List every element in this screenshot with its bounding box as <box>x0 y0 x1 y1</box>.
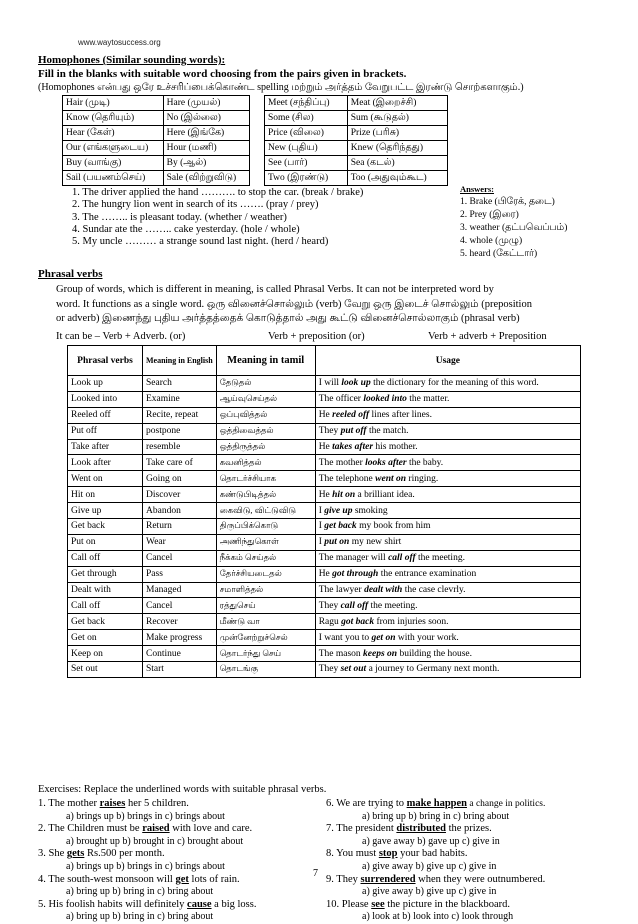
meaning-english-cell: Managed <box>143 582 217 598</box>
usage-phrasal-verb: went on <box>375 473 407 484</box>
homophones-instruction: Fill in the blanks with suitable word choosing from the pairs given in brackets. <box>38 68 407 80</box>
col-usage: Usage <box>315 346 580 376</box>
phrasal-verb-cell: Get through <box>68 566 143 582</box>
exercise-text: 1. The mother <box>38 798 100 809</box>
homophone-word: Hour (மணி) <box>163 141 249 156</box>
usage-phrasal-verb: got through <box>332 569 379 580</box>
usage-text: The telephone <box>318 473 376 484</box>
usage-phrasal-verb: keeps on <box>363 648 398 659</box>
phrasal-verb-cell: Get on <box>68 630 143 646</box>
usage-phrasal-verb: put off <box>340 426 367 437</box>
meaning-english-cell: Take care of <box>143 455 217 471</box>
usage-phrasal-verb: hit on <box>332 489 356 500</box>
col-meaning-tamil: Meaning in tamil <box>216 346 315 376</box>
phrasal-verb-cell: Keep on <box>68 646 143 662</box>
question-item: 4. Sundar ate the …….. cake yesterday. (hole / whole) <box>72 223 300 235</box>
exercise-options: a) look at b) look into c) look through <box>362 911 514 923</box>
table-row <box>68 439 581 455</box>
exercise-options: a) give away b) give up c) give in <box>362 860 497 872</box>
usage-phrasal-verb: got back <box>341 616 375 627</box>
table-row <box>68 550 581 566</box>
table-row <box>68 407 581 423</box>
meaning-tamil-cell: தேடுதல் <box>216 376 315 392</box>
meaning-tamil-cell: ஆய்வுசெய்தல் <box>216 391 315 407</box>
usage-cell <box>315 407 580 423</box>
site-url: www.waytosuccess.org <box>78 38 161 47</box>
usage-text: building the house. <box>397 648 473 659</box>
usage-phrasal-verb: reeled off <box>332 410 370 421</box>
usage-phrasal-verb: takes after <box>332 442 374 452</box>
exercise-underlined-word: see <box>371 898 385 910</box>
usage-phrasal-verb: get back <box>324 521 357 532</box>
meaning-english-cell: Abandon <box>143 503 217 519</box>
usage-cell <box>315 503 580 519</box>
meaning-english-cell: Pass <box>143 566 217 582</box>
usage-text: He <box>318 489 333 500</box>
homophones-questions <box>72 187 363 248</box>
phrasal-verb-cell: Look up <box>68 376 143 392</box>
question-item: 5. My uncle ……… a strange sound last night. (herd / heard) <box>72 236 329 248</box>
exercise-text: a big loss. <box>211 898 257 910</box>
meaning-english-cell: Continue <box>143 646 217 662</box>
answer-item: 2. Prey (இரை) <box>460 210 519 220</box>
homophone-row <box>63 96 250 111</box>
table-row <box>68 598 581 614</box>
homophone-word: New (புதிய) <box>265 141 348 156</box>
homophone-row <box>265 156 448 171</box>
usage-cell <box>315 630 580 646</box>
homophones-note: (Homophones என்பது ஒரே உச்சரிப்பைக்கொண்ட spelling மற்றும் அர்த்தம் வேறுபட்ட இரண்டு சொற்களாகும்.) <box>38 82 524 93</box>
homophone-word: Meat (இறைச்சி) <box>347 96 447 111</box>
exercise-options: a) bring up b) bring in c) bring about <box>66 886 214 898</box>
table-row <box>68 646 581 662</box>
table-row <box>68 487 581 503</box>
usage-cell <box>315 598 580 614</box>
homophone-word: Too (அதுவும்கூட) <box>347 171 447 186</box>
table-row <box>68 566 581 582</box>
meaning-english-cell: Examine <box>143 391 217 407</box>
exercise-text: with love and care. <box>169 823 253 835</box>
meaning-english-cell: Make progress <box>143 630 217 646</box>
usage-text: They <box>318 600 341 611</box>
phrasal-verb-cell: Looked into <box>68 391 143 407</box>
homophone-word: Price (விலை) <box>265 126 348 141</box>
usage-text: I will <box>318 378 342 389</box>
usage-cell <box>315 534 580 550</box>
exercise-underlined-word: raises <box>99 798 126 809</box>
usage-cell <box>315 391 580 407</box>
homophones-table-right <box>264 95 448 186</box>
phrasal-verb-cell: Set out <box>68 662 143 678</box>
homophone-row <box>63 111 250 126</box>
usage-cell <box>315 487 580 503</box>
answer-item: 5. heard (கேட்டார்) <box>460 249 538 259</box>
phrasal-para-2: word. It functions as a single word. ஒரு வினைச்சொல்லும் (verb) வேறு ஒரு இடைச் சொல்லும் (preposition <box>56 298 532 310</box>
usage-text: a journey to Germany next month. <box>366 664 500 675</box>
homophones-title: Homophones (Similar sounding words): <box>38 54 226 66</box>
meaning-tamil-cell: தொடங்கு <box>216 662 315 678</box>
meaning-tamil-cell: கைவிடு, விட்டுவிடு <box>216 503 315 519</box>
exercise-underlined-word: stop <box>378 848 398 860</box>
exercise-options: a) give away b) give up c) give in <box>362 886 497 898</box>
meaning-english-cell: Going on <box>143 471 217 487</box>
table-row <box>68 614 581 630</box>
usage-text: my book from him <box>356 521 431 532</box>
exercise-question <box>38 798 256 811</box>
homophone-row <box>265 126 448 141</box>
exercise-text: 2. The Children must be <box>38 823 143 835</box>
formula-3: Verb + adverb + Preposition <box>428 331 547 342</box>
table-row <box>68 471 581 487</box>
usage-text: the match. <box>366 426 409 437</box>
table-row <box>68 662 581 678</box>
usage-text: I <box>318 537 325 548</box>
formula-2: Verb + preposition (or) <box>268 331 365 342</box>
phrasal-verb-cell: Take after <box>68 439 143 455</box>
usage-phrasal-verb: looked into <box>363 394 407 405</box>
exercises-left-column <box>38 798 256 924</box>
homophone-row <box>63 156 250 171</box>
usage-cell <box>315 550 580 566</box>
phrasal-verb-cell: Get back <box>68 519 143 535</box>
table-row <box>68 582 581 598</box>
table-row <box>68 503 581 519</box>
page-number: 7 <box>313 868 318 879</box>
usage-cell <box>315 471 580 487</box>
usage-phrasal-verb: call off <box>388 553 416 564</box>
answer-item: 1. Brake (பிரேக், தடை) <box>460 197 555 207</box>
exercise-underlined-word: get <box>175 873 189 885</box>
phrasal-verb-cell: Call off <box>68 598 143 614</box>
answers-list <box>460 196 567 261</box>
exercise-question <box>326 798 545 811</box>
usage-text: ringing. <box>406 473 439 484</box>
homophone-word: Some (சில) <box>265 111 348 126</box>
exercise-text: 10. Please <box>326 898 372 910</box>
meaning-english-cell: Recover <box>143 614 217 630</box>
exercise-underlined-word: gets <box>66 848 85 860</box>
usage-text: the meeting. <box>415 553 465 564</box>
meaning-tamil-cell: அணிந்துகொள் <box>216 534 315 550</box>
exercise-text: the prizes. <box>445 823 492 835</box>
phrasal-verb-cell: Dealt with <box>68 582 143 598</box>
exercise-text: 6. We are trying to <box>326 798 407 809</box>
exercise-question <box>38 848 256 861</box>
homophone-word: Sale (விற்றுவிடு) <box>163 171 249 186</box>
homophones-table-left <box>62 95 250 186</box>
homophone-row <box>265 171 448 186</box>
homophone-row <box>265 141 448 156</box>
meaning-tamil-cell: மீண்டு வா <box>216 614 315 630</box>
phrasal-para-3: or adverb) இணைந்து புதிய அர்த்தத்தைக் கொடுத்தால் அது கூட்டு வினைச்சொல்லாகும் (phrasal verb) <box>56 313 520 324</box>
table-row <box>68 630 581 646</box>
usage-cell <box>315 423 580 439</box>
phrasal-verb-cell: Put off <box>68 423 143 439</box>
col-phrasal-verbs: Phrasal verbs <box>68 346 143 376</box>
meaning-tamil-cell: தொடர்ச்சியாக <box>216 471 315 487</box>
homophone-word: Two (இரண்டு) <box>265 171 348 186</box>
usage-text: his mother. <box>373 442 418 452</box>
usage-text: Ragu <box>318 616 342 627</box>
usage-cell <box>315 376 580 392</box>
exercise-question <box>38 823 256 836</box>
exercise-options: a) brings up b) brings in c) brings about <box>66 810 225 822</box>
homophone-word: Our (எங்களுடைய) <box>63 141 164 156</box>
homophone-word: Knew (தெரிந்தது) <box>347 141 447 156</box>
usage-text: lines after lines. <box>369 410 432 421</box>
meaning-tamil-cell: ஒத்திருத்தல் <box>216 439 315 455</box>
question-item: 3. The …….. is pleasant today. (whether / weather) <box>72 211 287 223</box>
meaning-tamil-cell: நீக்கம் செய்தல் <box>216 550 315 566</box>
meaning-tamil-cell: திருப்பிக்கொடு <box>216 519 315 535</box>
usage-cell <box>315 566 580 582</box>
table-row <box>68 376 581 392</box>
meaning-tamil-cell: கண்டுபிடித்தல் <box>216 487 315 503</box>
usage-cell <box>315 439 580 455</box>
usage-text: the baby. <box>406 457 444 468</box>
exercise-underlined-word: make happen <box>406 798 467 809</box>
usage-text: the meeting. <box>368 600 418 611</box>
meaning-english-cell: Cancel <box>143 550 217 566</box>
usage-text: The manager will <box>318 553 389 564</box>
meaning-tamil-cell: தொடர்ந்து செய் <box>216 646 315 662</box>
usage-text: The mother <box>318 457 366 468</box>
question-item: 1. The driver applied the hand ………. to stop the car. (break / brake) <box>72 187 364 198</box>
usage-text: He <box>318 442 333 452</box>
exercise-text: Rs.500 per month. <box>84 848 165 860</box>
meaning-english-cell: resemble <box>143 439 217 455</box>
exercise-options: a) bring up b) bring in c) bring about <box>362 810 510 822</box>
exercise-text: 8. You must <box>326 848 379 860</box>
exercise-text: 4. The south-west monsoon will <box>38 873 176 885</box>
meaning-tamil-cell: ரத்துசெய் <box>216 598 315 614</box>
homophone-word: Hare (முயல்) <box>163 96 249 111</box>
answer-item: 3. weather (தட்பவெப்பம்) <box>460 223 568 233</box>
phrasal-verb-cell: Went on <box>68 471 143 487</box>
usage-text: They <box>318 426 341 437</box>
usage-text: the case clevrly. <box>402 585 466 596</box>
table-row <box>68 391 581 407</box>
exercise-text: 7. The president <box>326 823 397 835</box>
homophone-word: Meet (சந்திப்பு) <box>265 96 348 111</box>
usage-text: smoking <box>352 505 388 516</box>
usage-text: The mason <box>318 648 364 659</box>
usage-text: the entrance examination <box>378 569 477 580</box>
exercise-options: a) brought up b) brought in c) brought about <box>66 835 244 847</box>
usage-phrasal-verb: looks after <box>365 457 407 468</box>
usage-text: a brilliant idea. <box>355 489 415 500</box>
homophone-word: Hear (கேள்) <box>63 126 164 141</box>
col-meaning-english: Meaning in English <box>143 346 217 376</box>
meaning-tamil-cell: கவனித்தல் <box>216 455 315 471</box>
usage-text: He <box>318 410 333 421</box>
usage-text: The lawyer <box>318 585 365 596</box>
homophone-word: Sum (கூடுதல்) <box>347 111 447 126</box>
phrasal-verb-cell: Put on <box>68 534 143 550</box>
usage-phrasal-verb: set out <box>340 664 367 675</box>
meaning-tamil-cell: முன்னேற்றுச்செல் <box>216 630 315 646</box>
phrasal-verbs-table <box>67 345 581 678</box>
exercise-text: the picture in the blackboard. <box>384 898 510 910</box>
usage-text: my new shirt <box>349 537 402 548</box>
homophone-word: Sea (கடல்) <box>347 156 447 171</box>
homophone-row <box>265 111 448 126</box>
usage-phrasal-verb: call off <box>340 600 369 611</box>
usage-phrasal-verb: give up <box>324 505 353 516</box>
exercise-options: a) bring up b) bring in c) bring about <box>66 911 214 923</box>
usage-cell <box>315 646 580 662</box>
usage-cell <box>315 614 580 630</box>
usage-text: He <box>318 569 333 580</box>
usage-cell <box>315 455 580 471</box>
table-row <box>68 519 581 535</box>
exercise-text: when they were outnumbered. <box>415 873 546 885</box>
exercise-options: a) gave away b) gave up c) give in <box>362 835 500 847</box>
usage-phrasal-verb: dealt with <box>364 585 403 596</box>
meaning-english-cell: Cancel <box>143 598 217 614</box>
usage-cell <box>315 519 580 535</box>
meaning-english-cell: Recite, repeat <box>143 407 217 423</box>
homophone-word: Hair (முடி) <box>63 96 164 111</box>
meaning-tamil-cell: தேர்ச்சியடைதல் <box>216 566 315 582</box>
meaning-english-cell: Return <box>143 519 217 535</box>
meaning-tamil-cell: ஒப்புவித்தல் <box>216 407 315 423</box>
exercise-text: 5. His foolish habits will definitely <box>38 898 188 910</box>
homophone-word: Know (தெரியும்) <box>63 111 164 126</box>
table-row <box>68 455 581 471</box>
phrasal-definition <box>56 283 532 327</box>
homophone-word: Buy (வாங்கு) <box>63 156 164 171</box>
meaning-tamil-cell: சமாளித்தல் <box>216 582 315 598</box>
exercise-text: 3. She <box>38 848 67 860</box>
homophone-word: No (இல்லை) <box>163 111 249 126</box>
usage-text: the dictionary for the meaning of this word. <box>370 378 539 389</box>
exercise-question <box>326 823 545 836</box>
usage-text: I want you to <box>318 632 372 643</box>
exercise-underlined-word: cause <box>187 898 212 910</box>
usage-text: I <box>318 505 325 516</box>
meaning-tamil-cell: ஒத்திவைத்தல் <box>216 423 315 439</box>
usage-text: The officer <box>318 394 364 405</box>
homophone-row <box>63 126 250 141</box>
homophone-word: Sail (பயணம்செய்) <box>63 171 164 186</box>
homophone-word: Prize (பரிசு) <box>347 126 447 141</box>
usage-cell <box>315 662 580 678</box>
exercise-text: her 5 children. <box>125 798 189 809</box>
usage-text: from injuries soon. <box>374 616 449 627</box>
meaning-english-cell: Start <box>143 662 217 678</box>
exercise-underlined-word: distributed <box>396 823 446 835</box>
phrasal-verb-cell: Call off <box>68 550 143 566</box>
formula-1: It can be – Verb + Adverb. (or) <box>56 331 186 342</box>
answers-title: Answers: <box>460 184 494 194</box>
exercise-question <box>326 848 545 861</box>
usage-text: the matter. <box>406 394 450 405</box>
phrasal-para-1: Group of words, which is different in meaning, is called Phrasal Verbs. It can not be interpreted word by <box>56 284 494 295</box>
exercise-text: lots of rain. <box>188 873 240 885</box>
table-row <box>68 534 581 550</box>
phrasal-verb-cell: Give up <box>68 503 143 519</box>
phrasal-verb-cell: Reeled off <box>68 407 143 423</box>
exercise-question <box>38 899 256 912</box>
exercises-title: Exercises: Replace the underlined words with suitable phrasal verbs. <box>38 784 327 795</box>
exercise-underlined-word: surrendered <box>360 873 416 885</box>
meaning-english-cell: postpone <box>143 423 217 439</box>
homophone-word: Here (இங்கே) <box>163 126 249 141</box>
homophone-word: See (பார்) <box>265 156 348 171</box>
answer-item: 4. whole (முழு) <box>460 236 523 246</box>
exercise-question <box>38 874 256 887</box>
homophone-row <box>63 171 250 186</box>
exercise-text: a change in politics. <box>467 799 546 809</box>
table-row <box>68 423 581 439</box>
exercise-question <box>326 899 545 912</box>
question-item: 2. The hungry lion went in search of its ……. (pray / prey) <box>72 199 319 211</box>
meaning-english-cell: Discover <box>143 487 217 503</box>
homophone-row <box>265 96 448 111</box>
phrasal-verb-cell: Get back <box>68 614 143 630</box>
exercises-right-column <box>326 798 545 924</box>
homophone-row <box>63 141 250 156</box>
homophone-word: By (ஆல்) <box>163 156 249 171</box>
usage-text: They <box>318 664 341 675</box>
exercise-question <box>326 874 545 887</box>
usage-text: I <box>318 521 325 532</box>
exercise-underlined-word: raised <box>142 823 170 835</box>
usage-phrasal-verb: get on <box>371 632 396 643</box>
usage-cell <box>315 582 580 598</box>
exercise-text: 9. They <box>326 873 361 885</box>
exercise-options: a) brings up b) brings in c) brings about <box>66 860 225 872</box>
exercise-text: your bad habits. <box>397 848 468 860</box>
phrasal-title: Phrasal verbs <box>38 268 103 280</box>
phrasal-verb-cell: Hit on <box>68 487 143 503</box>
usage-phrasal-verb: put on <box>324 537 350 548</box>
usage-text: with your work. <box>395 632 459 643</box>
meaning-english-cell: Search <box>143 376 217 392</box>
usage-phrasal-verb: look up <box>341 378 371 389</box>
meaning-english-cell: Wear <box>143 534 217 550</box>
phrasal-verb-cell: Look after <box>68 455 143 471</box>
